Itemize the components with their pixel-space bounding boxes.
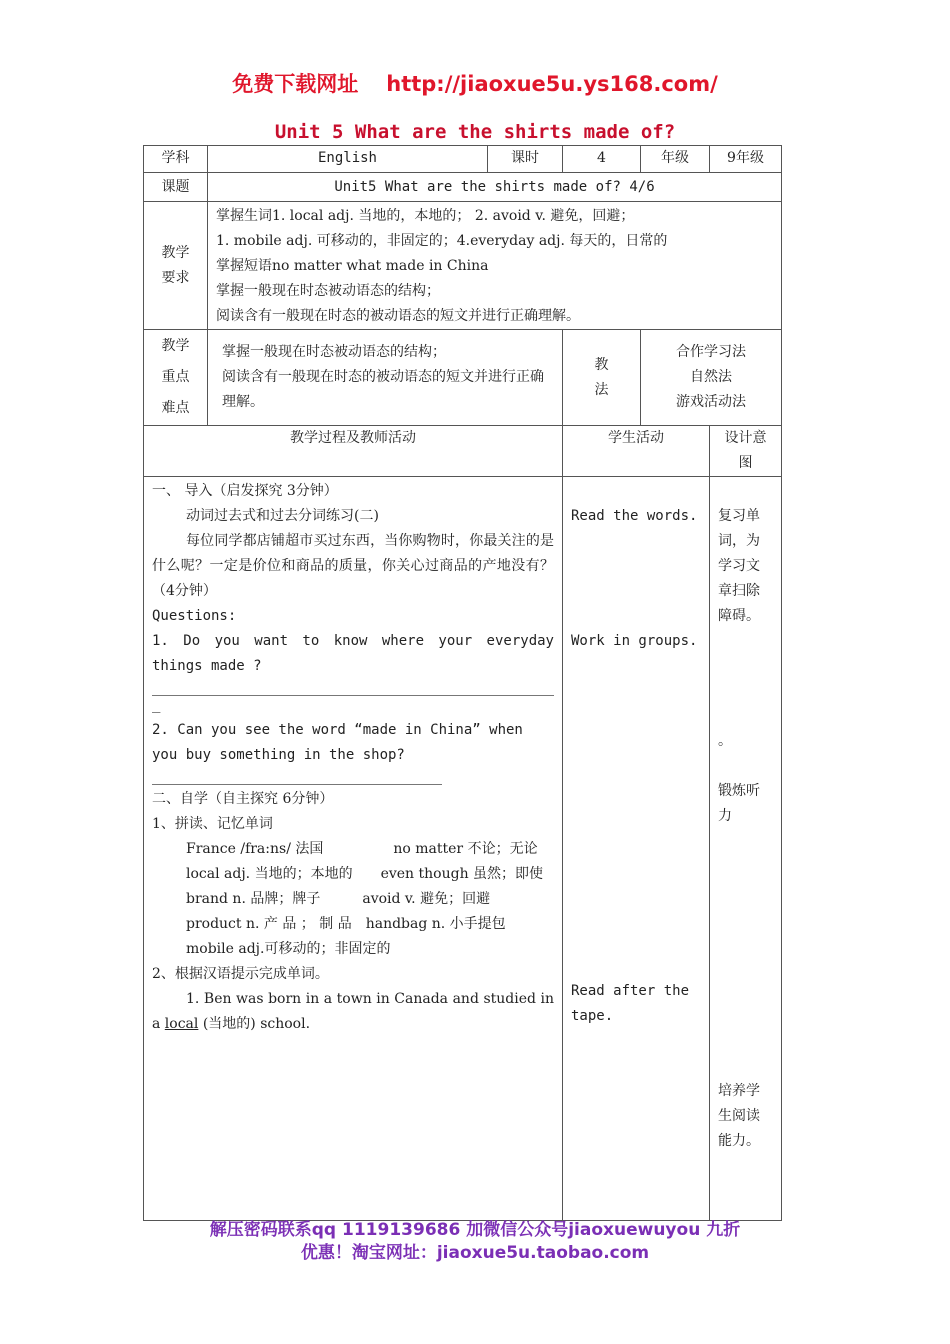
exercise-1-after: (当地的) school. [198,1016,311,1032]
method-item: 自然法 [690,369,732,385]
requirement-line: 1. mobile adj. 可移动的，非固定的；4.everyday adj. 每天的，日常的 [216,233,668,249]
question-2: 2. Can you see the word “made in China” when you buy something in the shop? [152,722,523,763]
focus-content [208,330,563,426]
vocab-word: local adj. 当地的；本地的 [186,866,353,882]
requirements-label [144,202,208,330]
section1-subheading: 动词过去式和过去分词练习(二) [186,508,379,524]
site-url-link[interactable]: http://jiaoxue5u.ys168.com/ [386,72,718,96]
requirement-line: 掌握短语no matter what made in China [216,258,489,274]
requirement-line: 掌握生词1. local adj. 当地的，本地的； 2. avoid v. 避免，回避； [216,208,635,224]
subject-label: 学科 [144,146,208,173]
method-item: 合作学习法 [676,344,746,360]
section2-item1: 1、拼读、记忆单词 [152,816,273,832]
exercise-1 [152,987,554,1037]
topic-value: Unit5 What are the shirts made of? 4/6 [208,173,782,202]
vocab-item [186,912,554,937]
focus-line: 阅读含有一般现在时态的被动语态的短文并进行正确理解。 [222,369,544,410]
teacher-activity-cell [144,477,563,1221]
vocab-word: avoid v. 避免；回避 [362,891,491,907]
design-intent-cell [710,477,782,1221]
focus-label [144,330,208,426]
design-note: 培养学生阅读能力。 [718,1083,760,1149]
focus-label-line: 教学 [161,338,190,354]
vocab-word: no matter 不论；无论 [393,841,538,857]
footer [0,1219,950,1265]
method-label [563,330,641,426]
requirements-content [208,202,782,330]
student-activity: Read the words. [571,508,698,524]
topic-label: 课题 [144,173,208,202]
question-1: 1. Do you want to know where your everyday things made ? [152,633,554,674]
exercise-1-answer: local [164,1016,199,1032]
design-note: 。 [718,733,732,749]
section1-heading: 一、 导入（启发探究 3分钟） [152,483,338,499]
method-label-text: 教法 [594,356,609,398]
answer-line [152,770,442,785]
vocab-item [186,937,554,962]
vocab-list [152,837,554,962]
design-note: 复习单词，为学习文章扫除障碍。 [718,508,760,624]
questions-label: Questions: [152,608,237,624]
vocab-item [186,862,554,887]
methods-list [641,330,782,426]
design-intent-header: 设计意图 [710,426,782,477]
vocab-word: France /fra:ns/ 法国 [186,841,324,857]
vocab-word: product n. 产 品 ； 制 品 [186,916,352,932]
focus-label-line: 重点 [161,369,190,385]
lesson-plan-table [143,145,782,1221]
period-value: 4 [563,146,641,173]
method-item: 游戏活动法 [676,394,746,410]
section2-item2: 2、根据汉语提示完成单词。 [152,966,329,982]
footer-line-1: 解压密码联系qq 1119139686 加微信公众号jiaoxuewuyou 九折 [209,1220,741,1240]
requirement-line: 阅读含有一般现在时态的被动语态的短文并进行正确理解。 [216,308,580,324]
section2-heading: 二、自学（自主探究 6分钟） [152,791,334,807]
vocab-word: even though 虽然；即使 [380,866,544,882]
vocab-word: mobile adj.可移动的；非固定的 [186,941,391,957]
grade-label: 年级 [641,146,710,173]
site-header [0,68,950,98]
answer-line-tail: _ [152,697,161,713]
vocab-word: brand n. 品牌；牌子 [186,891,321,907]
doc-title: Unit 5 What are the shirts made of? [274,121,676,143]
student-activity-header: 学生活动 [563,426,710,477]
subject-value: English [208,146,488,173]
student-activity: Read after the tape. [571,983,690,1024]
site-label: 免费下载网址 [232,72,359,96]
vocab-item [186,887,554,912]
grade-value: 9年级 [710,146,782,173]
student-activity: Work in groups. [571,633,698,649]
answer-line [152,681,554,696]
requirement-line: 掌握一般现在时态被动语态的结构； [216,283,440,299]
design-note: 锻炼听力 [718,783,760,824]
section1-paragraph: 每位同学都店铺超市买过东西，当你购物时，你最关注的是什么呢？一定是价位和商品的质量，你关心过商品的产地没有？（4分钟） [152,533,554,599]
vocab-item [186,837,554,862]
footer-line-2: 优惠！淘宝网址：jiaoxue5u.taobao.com [300,1243,650,1263]
requirements-label-text: 教学要求 [161,244,190,286]
student-activity-cell [563,477,710,1221]
period-label: 课时 [488,146,563,173]
focus-label-line: 难点 [161,400,190,416]
exercise-1-before: 1. Ben was born in a town in Canada and studied in a [152,991,554,1032]
vocab-word: handbag n. 小手提包 [365,916,506,932]
teacher-activity-header: 教学过程及教师活动 [144,426,563,477]
focus-line: 掌握一般现在时态被动语态的结构； [222,344,446,360]
